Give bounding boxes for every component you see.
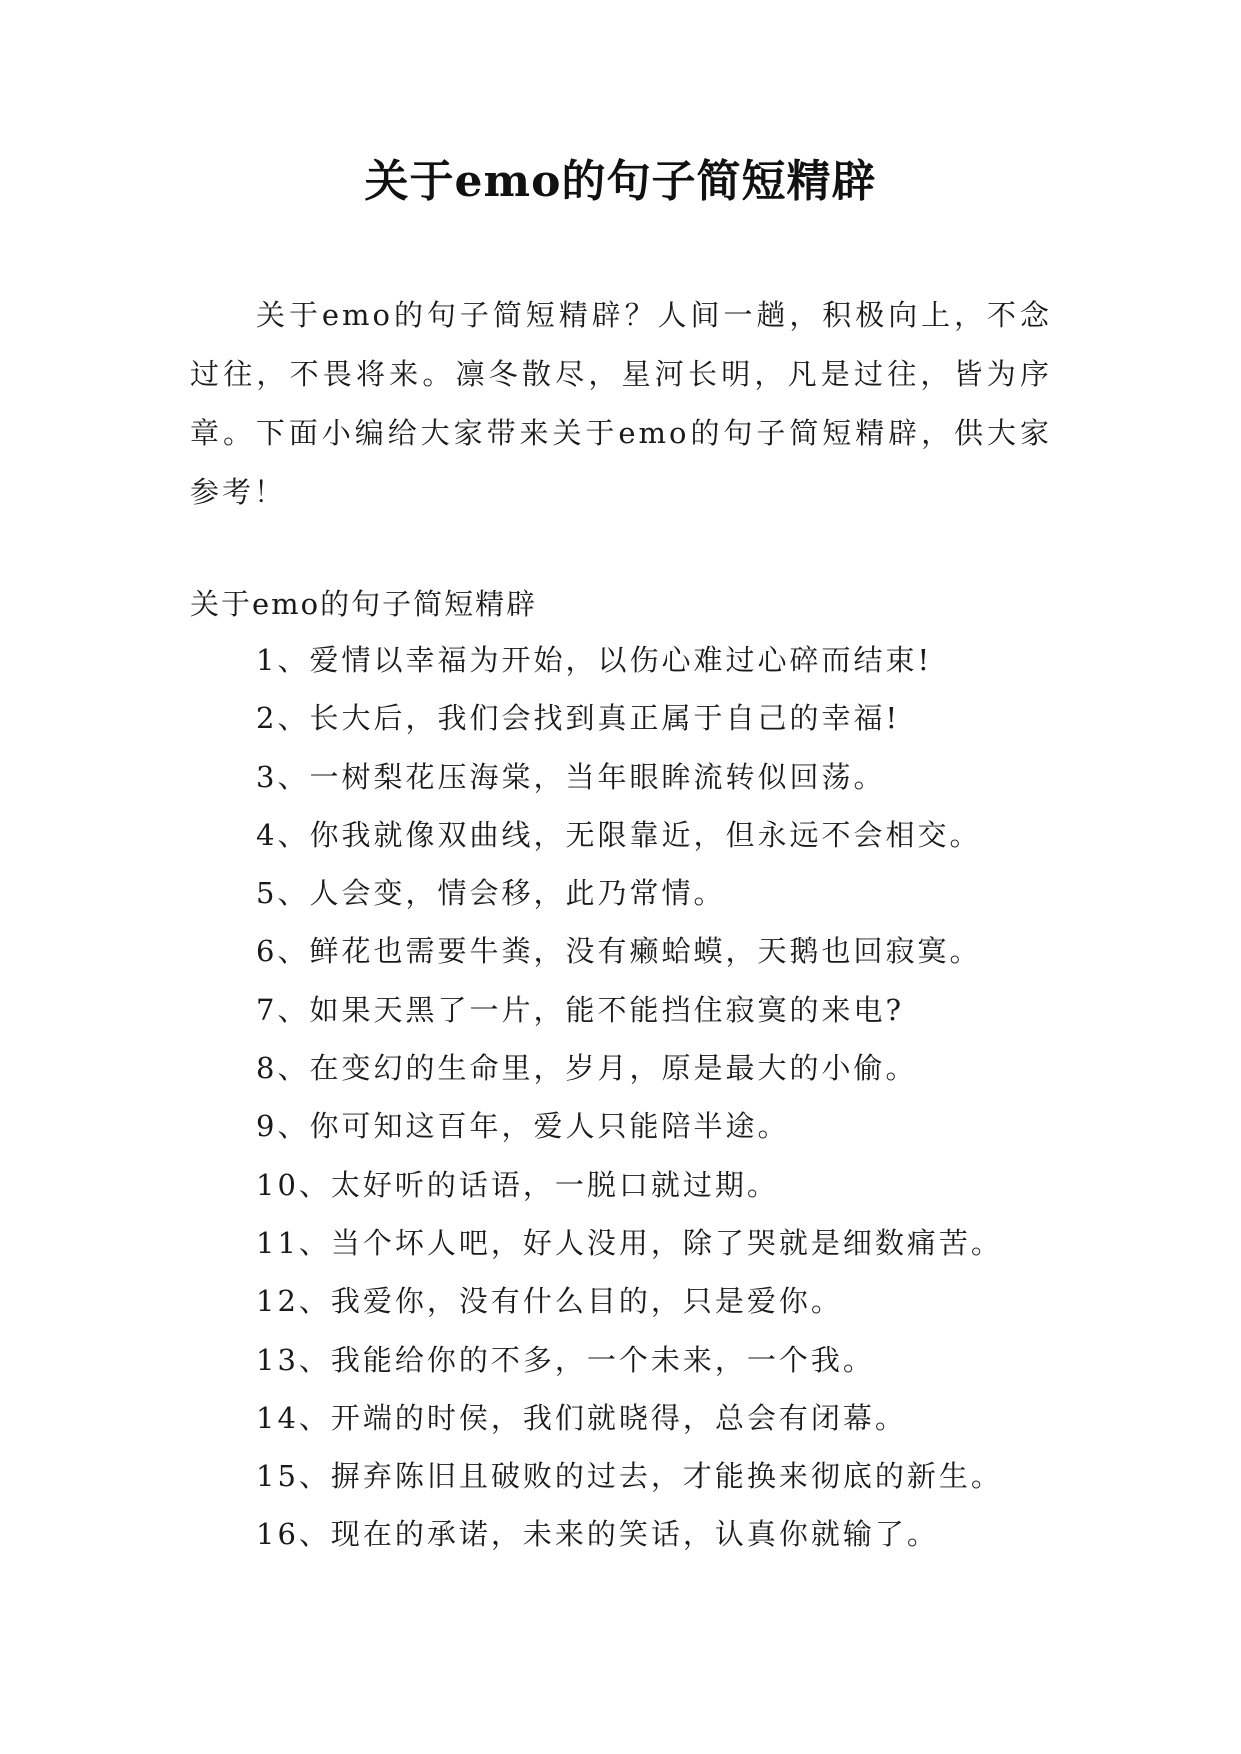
quote-list <box>256 640 1003 1573</box>
list-item: 16、现在的承诺，未来的笑话，认真你就输了。 <box>256 1517 939 1552</box>
intro-paragraph: 关于emo的句子简短精辟？人间一趟，积极向上，不念过往，不畏将来。凛冬散尽，星河长明，凡是过往，皆为序章。下面小编给大家带来关于emo的句子简短精辟，供大家参考！ <box>190 298 1052 509</box>
list-item: 12、我爱你，没有什么目的，只是爱你。 <box>256 1284 843 1319</box>
list-item: 4、你我就像双曲线，无限靠近，但永远不会相交。 <box>256 817 982 852</box>
list-item: 11、当个坏人吧，好人没用，除了哭就是细数痛苦。 <box>256 1225 1003 1260</box>
list-item: 15、摒弃陈旧且破败的过去，才能换来彻底的新生。 <box>256 1459 1003 1494</box>
list-item: 13、我能给你的不多，一个未来，一个我。 <box>256 1342 875 1377</box>
list-item: 7、如果天黑了一片，能不能挡住寂寞的来电? <box>256 992 904 1027</box>
list-item: 9、你可知这百年，爱人只能陪半途。 <box>256 1109 790 1144</box>
list-item: 3、一树梨花压海棠，当年眼眸流转似回荡。 <box>256 759 886 794</box>
list-item: 14、开端的时侯，我们就晓得，总会有闭幕。 <box>256 1400 907 1435</box>
document-title: 关于emo的句子简短精辟 <box>364 156 877 207</box>
section-heading: 关于emo的句子简短精辟 <box>190 587 538 621</box>
list-item: 6、鲜花也需要牛粪，没有癞蛤蟆，天鹅也回寂寞。 <box>256 934 982 969</box>
list-item: 8、在变幻的生命里，岁月，原是最大的小偷。 <box>256 1051 918 1086</box>
list-item: 2、长大后，我们会找到真正属于自己的幸福! <box>256 701 901 736</box>
list-item: 10、太好听的话语，一脱口就过期。 <box>256 1167 779 1202</box>
list-item: 1、爱情以幸福为开始，以伤心难过心碎而结束! <box>256 643 933 677</box>
list-item: 5、人会变，情会移，此乃常情。 <box>256 876 726 911</box>
